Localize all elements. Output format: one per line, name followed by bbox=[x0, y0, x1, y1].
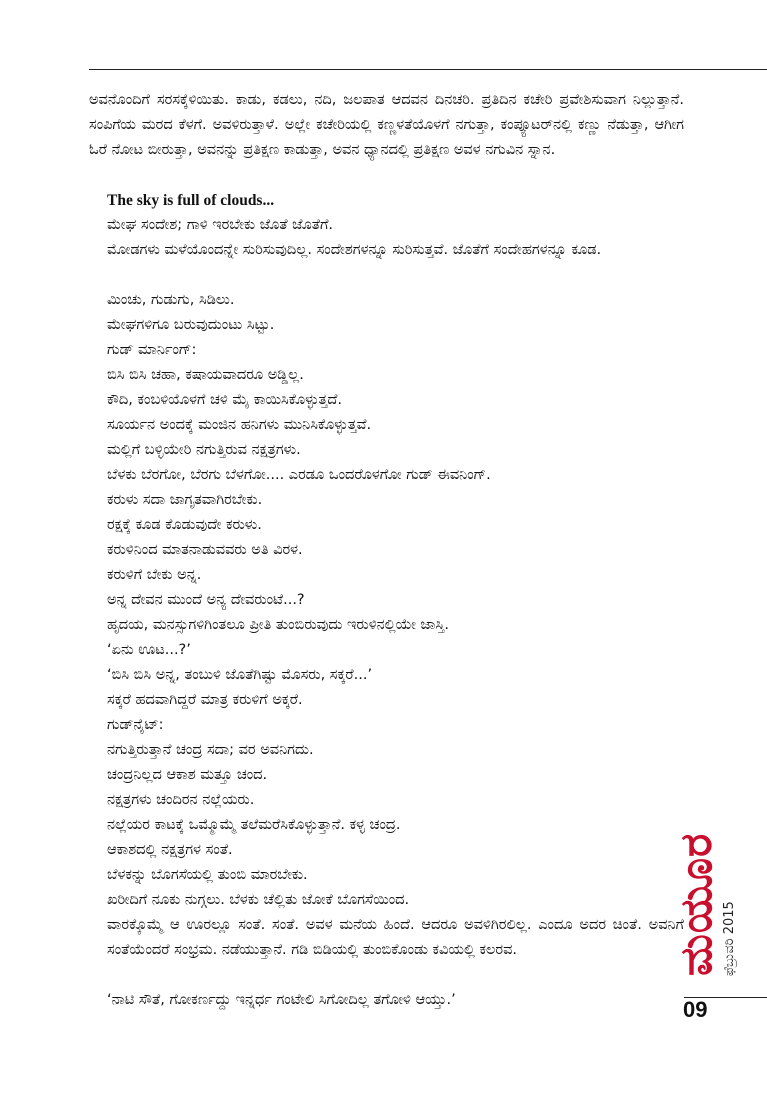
magazine-logo: ಮಯೂರ bbox=[671, 832, 722, 976]
paragraph: ಚಂದ್ರನಿಲ್ಲದ ಆಕಾಶ ಮತ್ತೂ ಚಂದ. bbox=[107, 767, 268, 783]
paragraph: ರಕ್ಷಕ್ಕೆ ಕೂಡ ಕೊಡುವುದೇ ಕರುಳು. bbox=[107, 517, 262, 533]
issue-date: ಫೆಬ್ರುವರಿ 2015 bbox=[722, 901, 737, 976]
magazine-side-label bbox=[672, 786, 742, 976]
paragraph: ನಲ್ಲೆಯರ ಕಾಟಕ್ಕೆ ಒಮ್ಮೊಮ್ಮೆ ತಲೆಮರೆಸಿಕೊಳ್ಳುತ್ತಾನೆ. ಕಳ್ಳ ಚಂದ್ರ. bbox=[107, 817, 401, 833]
paragraph: ಬೆಳಕು ಬೆರಗೋ, ಬೆರಗು ಬೆಳಗೋ.... ಎರಡೂ ಒಂದರೊಳಗೋ ಗುಡ್ ಈವನಿಂಗ್. bbox=[107, 467, 491, 483]
paragraph: ಹೃದಯ, ಮನಸ್ಸುಗಳಿಗಿಂತಲೂ ಪ್ರೀತಿ ತುಂಬಿರುವುದು ಇರುಳಿನಲ್ಲಿಯೇ ಜಾಸ್ತಿ. bbox=[107, 617, 449, 633]
page-number: 09 bbox=[683, 997, 708, 1022]
paragraph: ಕರುಳು ಸದಾ ಜಾಗೃತವಾಗಿರಬೇಕು. bbox=[107, 492, 263, 508]
top-rule bbox=[89, 69, 767, 70]
paragraph: ಕೌದಿ, ಕಂಬಳಿಯೊಳಗೆ ಚಳಿ ಮೈ ಕಾಯಿಸಿಕೊಳ್ಳುತ್ತದೆ. bbox=[107, 392, 342, 408]
paragraph: ಮಿಂಚು, ಗುಡುಗು, ಸಿಡಿಲು. bbox=[107, 292, 235, 308]
paragraph: ನಗುತ್ತಿರುತ್ತಾನೆ ಚಂದ್ರ ಸದಾ; ವರ ಅವನಿಗದು. bbox=[107, 742, 314, 758]
paragraph-opening: ಅವನೊಂದಿಗೆ ಸರಸಕ್ಕೆಳಿಯಿತು. ಕಾಡು, ಕಡಲು, ನದಿ, ಜಲಪಾತ ಆದವನ ದಿನಚರಿ. ಪ್ರತಿದಿನ ಕಚೇರಿ ಪ್ರವೇಶಿಸುವಾಗ ನಿಲ್ಲುತ್ತಾನೆ. ಸಂಪಿಗೆಯ ಮರದ ಕೆಳಗೆ. ಅವಳಿರುತ್ತಾಳೆ. ಅಲ್ಲೇ ಕಚೇರಿಯಲ್ಲಿ ಕಣ್ಣಳತೆಯೊಳಗೆ ನಗುತ್ತಾ, ಕಂಪ್ಯೂಟರ್‌ನಲ್ಲಿ ಕಣ್ಣು ನೆಡುತ್ತಾ, ಆಗೀಗ ಓರೆ ನೋಟ ಬೀರುತ್ತಾ, ಅವನನ್ನು ಪ್ರತಿಕ್ಷಣ ಕಾಡುತ್ತಾ, ಅವನ ಧ್ಯಾನದಲ್ಲಿ ಪ್ರತಿಕ್ಷಣ ಅವಳ ನಗುವಿನ ಸ್ನಾನ. bbox=[89, 92, 684, 158]
paragraph: ಆಕಾಶದಲ್ಲಿ ನಕ್ಷತ್ರಗಳ ಸಂತೆ. bbox=[107, 842, 233, 858]
paragraph: ವಾರಕ್ಕೊಮ್ಮೆ ಆ ಊರಲ್ಲೂ ಸಂತೆ. ಸಂತೆ. ಅವಳ ಮನೆಯ ಹಿಂದೆ. ಆದರೂ ಅವಳಿಗಿರಲಿಲ್ಲ. ಎಂದೂ ಅದರ ಚಿಂತೆ. ಅವನಿಗೆ ಸಂತೆಯೆಂದರೆ ಸಂಭ್ರಮ. ನಡೆಯುತ್ತಾನೆ. ಗಡಿ ಬಿಡಿಯಲ್ಲಿ ತುಂಬಿಕೊಂಡು ಕವಿಯಲ್ಲಿ ಕಲರವ. bbox=[107, 917, 684, 958]
paragraph: ‘ಬಿಸಿ ಬಿಸಿ ಅನ್ನ, ತಂಬುಳಿ ಜೊತೆಗಿಷ್ಟು ಮೊಸರು, ಸಕ್ಕರೆ...’ bbox=[107, 667, 373, 683]
paragraph: ಮಲ್ಲಿಗೆ ಬಳ್ಳಿಯೇರಿ ನಗುತ್ತಿರುವ ನಕ್ಷತ್ರಗಳು. bbox=[107, 442, 301, 458]
paragraph: ಸೂರ್ಯನ ಅಂದಕ್ಕೆ ಮಂಜಿನ ಹನಿಗಳು ಮುನಿಸಿಕೊಳ್ಳುತ್ತವೆ. bbox=[107, 417, 372, 433]
section-heading: ಗುಡ್ ಮಾರ್ನಿಂಗ್: bbox=[107, 342, 197, 358]
paragraph: ಕರುಳಿನಿಂದ ಮಾತನಾಡುವವರು ಅತಿ ವಿರಳ. bbox=[107, 542, 303, 558]
paragraph: ಕರುಳಿಗೆ ಬೇಕು ಅನ್ನ. bbox=[107, 567, 202, 583]
paragraph: ಬಿಸಿ ಬಿಸಿ ಚಹಾ, ಕಷಾಯವಾದರೂ ಅಡ್ಡಿಲ್ಲ. bbox=[107, 367, 304, 383]
paragraph: ಮೋಡಗಳು ಮಳೆಯೊಂದನ್ನೇ ಸುರಿಸುವುದಿಲ್ಲ. ಸಂದೇಶಗಳನ್ನೂ ಸುರಿಸುತ್ತವೆ. ಜೊತೆಗೆ ಸಂದೇಹಗಳನ್ನೂ ಕೂಡ. bbox=[107, 242, 602, 258]
article-body bbox=[89, 88, 684, 1013]
paragraph: ‘ಏನು ಊಟ...?’ bbox=[107, 642, 191, 658]
paragraph: ಅನ್ನ ದೇವನ ಮುಂದೆ ಅನ್ಯ ದೇವರುಂಟೆ...? bbox=[107, 592, 305, 608]
section-heading: ಗುಡ್‌ನೈಟ್: bbox=[107, 717, 164, 733]
paragraph: ಸಕ್ಕರೆ ಹದವಾಗಿದ್ದರೆ ಮಾತ್ರ ಕರುಳಿಗೆ ಅಕ್ಕರೆ. bbox=[107, 692, 303, 708]
paragraph: ನಕ್ಷತ್ರಗಳು ಚಂದಿರನ ನಲ್ಲೆಯರು. bbox=[107, 792, 255, 808]
paragraph: ಖರೀದಿಗೆ ನೂಕು ನುಗ್ಗಲು. ಬೆಳಕು ಚೆಲ್ಲಿತು ಜೋಕೆ ಬೊಗಸೆಯಿಂದ. bbox=[107, 892, 410, 908]
english-heading: The sky is full of clouds... bbox=[107, 192, 275, 209]
paragraph: ಮೇಘಗಳಿಗೂ ಬರುವುದುಂಟು ಸಿಟ್ಟು. bbox=[107, 317, 275, 333]
paragraph: ಬೆಳಕನ್ನು ಬೊಗಸೆಯಲ್ಲಿ ತುಂಬಿ ಮಾರಬೇಕು. bbox=[107, 867, 308, 883]
paragraph: ಮೇಘ ಸಂದೇಶ; ಗಾಳಿ ಇರಬೇಕು ಜೊತೆ ಜೊತೆಗೆ. bbox=[107, 217, 334, 233]
paragraph: ‘ನಾಟಿ ಸೌತೆ, ಗೋಕರ್ಣದ್ದು ಇನ್ನರ್ಧ ಗಂಟೇಲಿ ಸಿಗೋದಿಲ್ಲ ತಗೋಳಿ ಆಯ್ತು.’ bbox=[107, 992, 456, 1008]
